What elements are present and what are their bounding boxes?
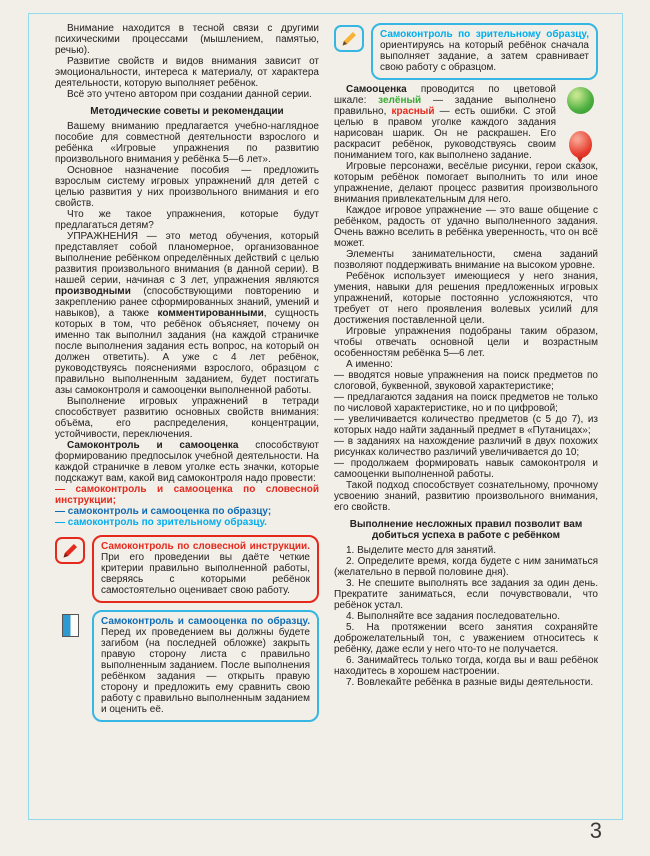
rule-item: 3. Не спешите выполнять все задания за один день. Прекратите заниматься, если почувствовали, что ребёнок устал.: [334, 578, 598, 611]
text-run: — есть ошибки. С этой целью в правом уголке каждого задания нарисован шарик. Он не раскрашен. Его раскрасит ребёнок, руководствуясь своим пониманием того, как выполнено задание.: [334, 106, 556, 161]
dash-item: — предлагаются задания на поиск предметов не только по числовой характеристике, но и по цифровой;: [334, 392, 598, 414]
callout-word-instruction: [55, 535, 319, 603]
section-heading: Методические советы и рекомендации: [90, 106, 284, 117]
text-run: способствуют формированию предпосылок учебной деятельности. На каждой страничке в левом уголке есть значки, которые подскажут вам, какой вид самоконтроля надо провести:: [55, 440, 319, 484]
paragraph-exercises: [55, 231, 319, 396]
paragraph: Развитие свойств и видов внимания зависит от эмоциональности, интереса к материалу, от характера деятельности, которую выполняет ребёнок.: [55, 56, 319, 89]
text-run: УПРАЖНЕНИЯ — это метод обучения, который представляет собой планомерное, организованное выполнение ребёнком определённых действий с целью развития произвольного внимания (в данной серии). В нашей серии, начиная с 3 лет, упражнения являются: [55, 231, 319, 286]
paragraph: А именно:: [346, 359, 393, 370]
text-run-bold: Самоконтроль и самооценка: [67, 440, 239, 451]
paragraph: Такой подход способствует сознательному, прочному усвоению знаний, развитию произвольного внимания, его свойств.: [334, 480, 598, 513]
half-square-glyph: [62, 614, 79, 637]
dash-item: — увеличивается количество предметов (с 5 до 7), из которых надо найти заданный предмет в «Путаницах»;: [334, 414, 598, 436]
dash-item: — в заданиях на нахождение различий в двух похожих рисунках количество различий увеличивается до 10;: [334, 436, 598, 458]
half-filled-square-icon: [55, 612, 85, 639]
page-frame: [28, 13, 623, 820]
text-run-red: красный: [391, 106, 435, 117]
paragraph: Элементы занимательности, смена заданий позволяют поддерживать внимание на высоком уровне.: [334, 249, 598, 271]
callout-sample: [55, 610, 319, 722]
paragraph: Основное назначение пособия — предложить взрослым систему игровых упражнений для детей с целью развития у них произвольного внимания и его свойств.: [55, 165, 319, 209]
callout-title: Самоконтроль по зрительному образцу,: [380, 29, 589, 40]
paragraph: Всё это учтено автором при создании данной серии.: [67, 89, 312, 100]
paragraph: Что же такое упражнения, которые будут предлагаться детям?: [55, 209, 319, 231]
rule-item: 4. Выполняйте все задания последовательно.: [346, 611, 560, 622]
right-column: [334, 23, 598, 726]
page-content: [29, 14, 622, 726]
callout-title: Самоконтроль и самооценка по образцу.: [101, 616, 310, 627]
yellow-pencil-icon: [334, 25, 364, 52]
list-item-visual-sample: — самоконтроль по зрительному образцу.: [55, 517, 267, 528]
text-run-green: зелёный: [378, 95, 422, 106]
dash-item: — продолжаем формировать навык самоконтроля и самооценки выполненной работы.: [334, 458, 598, 480]
paragraph: Игровые упражнения подобраны таким образом, чтобы отвечать основной цели и возрастным особенностям ребёнка 5—6 лет.: [334, 326, 598, 359]
pencil-glyph: [62, 542, 79, 559]
rating-icons: [562, 87, 598, 158]
callout-body: При его проведении вы даёте четкие критерии правильно выполненной работы, сверяясь с которыми ребёнок самостоятельно оценивает свою работу.: [101, 552, 310, 596]
rule-item: 1. Выделите место для занятий.: [346, 545, 496, 556]
paragraph: Внимание находится в тесной связи с другими психическими процессами (мышлением, памятью, речью).: [55, 23, 319, 56]
paragraph: Выполнение игровых упражнений в тетради способствует развитию основных свойств внимания: объёма, его распределения, концентрации, устойчивости, переключения.: [55, 396, 319, 440]
text-run-bold: производными: [55, 286, 131, 297]
dash-item: — вводятся новые упражнения на поиск предметов по слоговой, буквенной, звуковой характеристике;: [334, 370, 598, 392]
pencil-glyph: [341, 30, 358, 47]
text-run-bold: Самооценка: [346, 84, 407, 95]
text-run-bold: комментированными: [157, 308, 264, 319]
page-number: 3: [589, 818, 602, 843]
text-run: , сущность которых в том, что ребёнок объясняет, почему он именно так выполнил задания (на каждой страничке после выполнения задания есть вопрос, на который он должен ответить). А уже с 4 лет ребёнок, руководствуясь пояснениями взрослого, образцом с правильно выполненным заданием, будет постигать азы самоконтроля и самооценки выполненной работы.: [55, 308, 319, 396]
red-pencil-icon: [55, 537, 85, 564]
text-run: (способствующими повторению и закреплению ранее сформированных знаний, умений и навыков), а также: [55, 286, 319, 319]
left-column: [55, 23, 319, 726]
paragraph-selfcontrol: [55, 440, 319, 484]
callout-body: Перед их проведением вы должны будете загибом (на последней обложке) закрыть правую сторону листа с правильно выполненным заданием. После выполнения ребёнком задания — открыть правую сторону и предложить ему сравнить свою работу с правильно выполненным заданием и оценить её.: [101, 627, 310, 715]
text-run: — задание выполнено правильно,: [334, 95, 556, 117]
rule-item: 2. Определите время, когда будете с ним заниматься (желательно в первой половине дня).: [334, 556, 598, 578]
callout-box-word-instruction: [92, 535, 319, 603]
paragraph: Каждое игровое упражнение — это ваше общение с ребёнком, радость от удачно выполненного задания. Очень важно вселить в ребёнка уверенность, что он всё может.: [334, 205, 598, 249]
callout-box-visual-sample: [371, 23, 598, 80]
green-ball-icon: [567, 87, 594, 114]
rule-item: 7. Вовлекайте ребёнка в разные виды деятельности.: [346, 677, 594, 688]
callout-title: Самоконтроль по словесной инструкции.: [101, 541, 310, 552]
callout-box-sample: [92, 610, 319, 722]
paragraph: Вашему вниманию предлагается учебно-наглядное пособие для совместной деятельности взрослого и ребёнка «Игровые упражнения по развитию произвольного внимания у ребёнка 5—6 лет».: [55, 121, 319, 165]
callout-body: ориентируясь на который ребёнок сначала выполняет задание, а затем сравнивает свою работу с образцом.: [380, 40, 589, 73]
paragraph: Игровые персонажи, весёлые рисунки, герои сказок, которым ребёнок помогает выполнить то или иное упражнение, делают процесс развития произвольного внимания привлекательным для него.: [334, 161, 598, 205]
text-run: проводится по цветовой шкале:: [334, 84, 556, 106]
list-item-sample: — самоконтроль и самооценка по образцу;: [55, 506, 272, 517]
list-item-word-instruction: — самоконтроль и самооценка по словесной инструкции;: [55, 484, 319, 506]
paragraph: Ребёнок использует имеющиеся у него знания, умения, навыки для решения предложенных игровых упражнений, которые постоянно усложняются, что требует от него проявления волевых усилий для достижения поставленной цели.: [334, 271, 598, 326]
rule-item: 5. На протяжении всего занятия сохраняйте доброжелательный тон, с уважением относитесь к ребёнку, даже если у него что-то не получается.: [334, 622, 598, 655]
callout-visual-sample: [334, 23, 598, 80]
red-balloon-icon: [569, 131, 592, 158]
rules-heading: Выполнение несложных правил позволит вам добиться успеха в работе с ребёнком: [349, 519, 583, 541]
self-eval-paragraph: [334, 84, 598, 161]
rule-item: 6. Занимайтесь только тогда, когда вы и ваш ребёнок находитесь в хорошем настроении.: [334, 655, 598, 677]
